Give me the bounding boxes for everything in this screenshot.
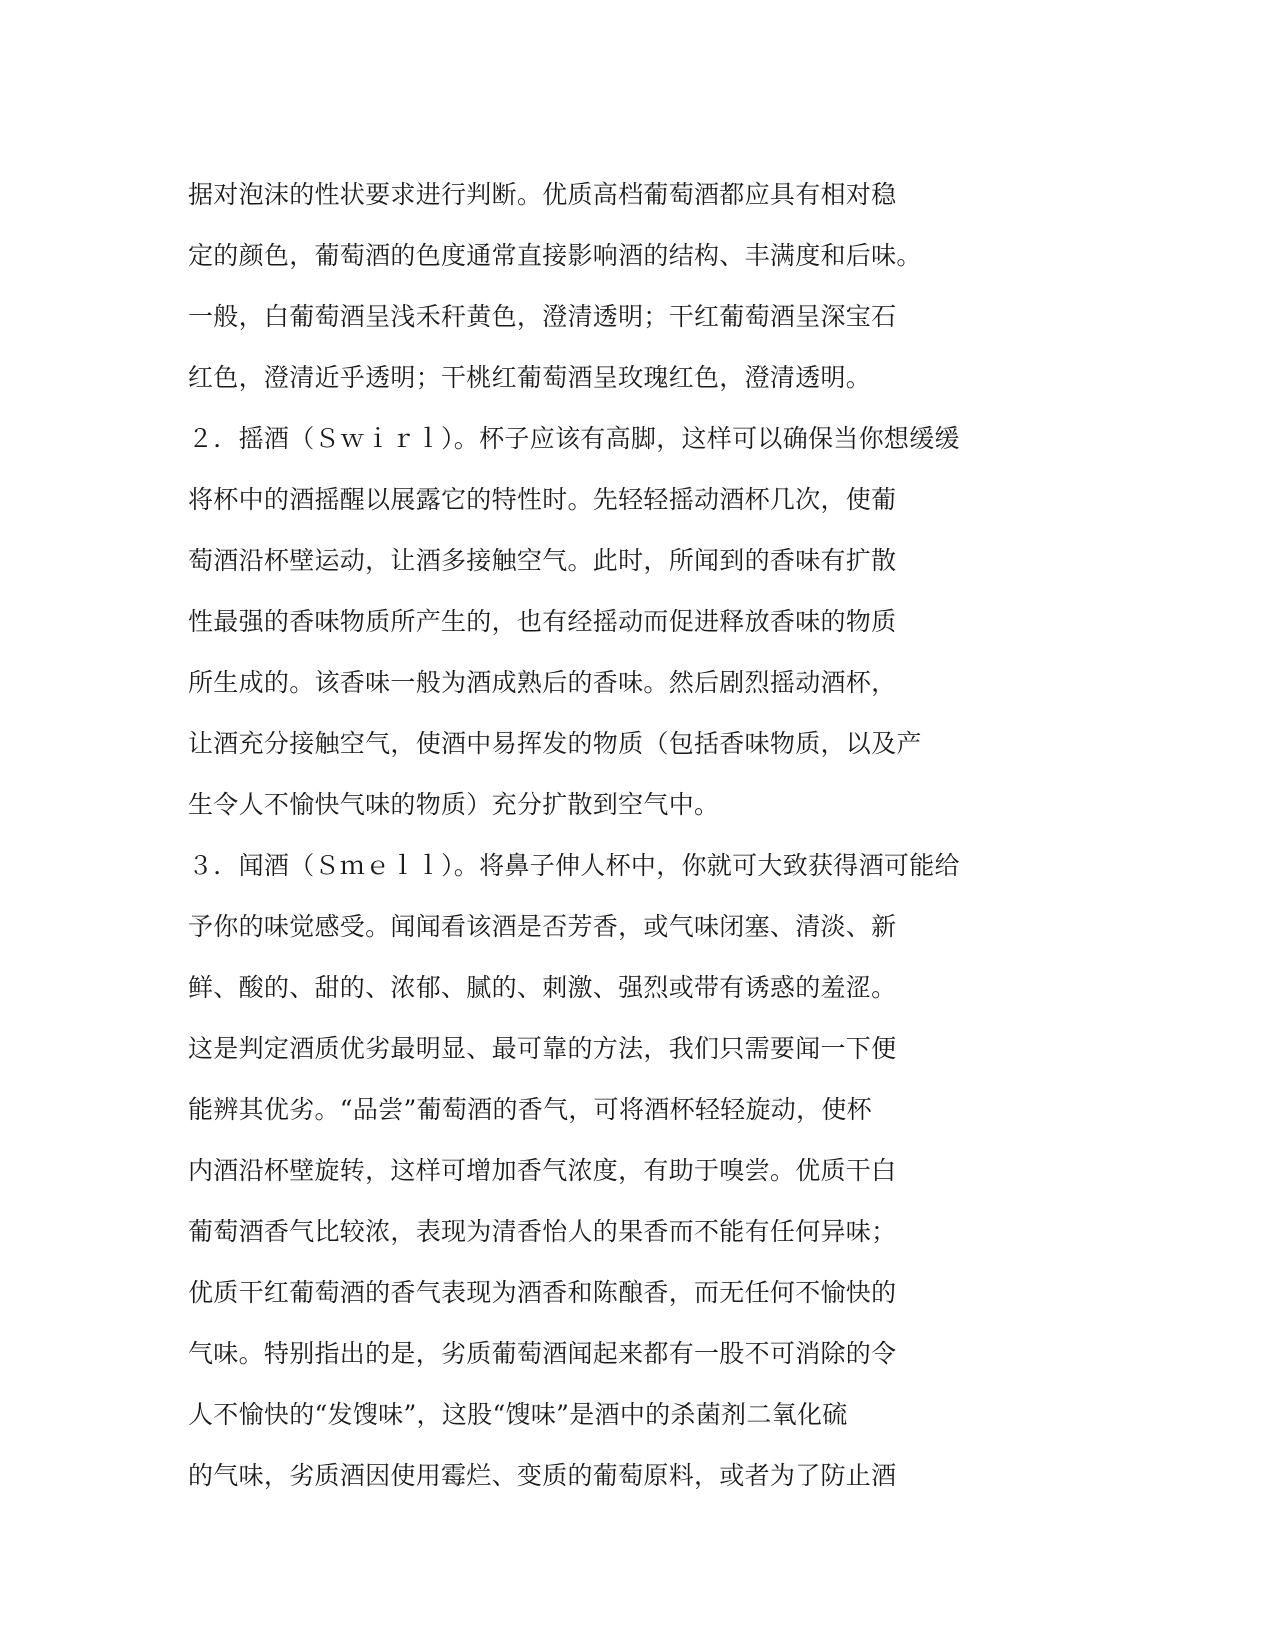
text-line: 据对泡沫的性状要求进行判断。优质高档葡萄酒都应具有相对稳 [188, 180, 897, 209]
text-line: 这是判定酒质优劣最明显、最可靠的方法，我们只需要闻一下便 [188, 1034, 897, 1063]
text-line: ３．闻酒（Ｓｍｅｌｌ）。将鼻子伸人杯中，你就可大致获得酒可能给 [188, 851, 960, 880]
text-line: 一般，白葡萄酒呈浅禾秆黄色，澄清透明；干红葡萄酒呈深宝石 [188, 302, 897, 331]
text-line: 定的颜色，葡萄酒的色度通常直接影响酒的结构、丰满度和后味。 [188, 241, 922, 270]
text-line: 气味。特别指出的是，劣质葡萄酒闻起来都有一股不可消除的令 [188, 1339, 897, 1368]
text-line: 所生成的。该香味一般为酒成熟后的香味。然后剧烈摇动酒杯， [188, 668, 897, 697]
text-line: 让酒充分接触空气，使酒中易挥发的物质（包括香味物质，以及产 [188, 729, 922, 758]
text-line: 能辨其优劣。“品尝”葡萄酒的香气，可将酒杯轻轻旋动，使杯 [188, 1095, 872, 1124]
text-line: 优质干红葡萄酒的香气表现为酒香和陈酿香，而无任何不愉快的 [188, 1278, 897, 1307]
text-line: 将杯中的酒摇醒以展露它的特性时。先轻轻摇动酒杯几次，使葡 [188, 485, 897, 514]
text-line: 予你的味觉感受。闻闻看该酒是否芳香，或气味闭塞、清淡、新 [188, 912, 897, 941]
text-line: 红色，澄清近乎透明；干桃红葡萄酒呈玫瑰红色，澄清透明。 [188, 363, 872, 392]
text-line: 内酒沿杯壁旋转，这样可增加香气浓度，有助于嗅尝。优质干白 [188, 1156, 897, 1185]
text-line: 萄酒沿杯壁运动，让酒多接触空气。此时，所闻到的香味有扩散 [188, 546, 897, 575]
text-line: 葡萄酒香气比较浓，表现为清香怡人的果香而不能有任何异味； [188, 1217, 897, 1246]
body-text [188, 171, 1088, 1513]
text-line: 生令人不愉快气味的物质）充分扩散到空气中。 [188, 790, 720, 819]
text-line: 的气味，劣质酒因使用霉烂、变质的葡萄原料，或者为了防止酒 [188, 1461, 897, 1490]
text-line: 鲜、酸的、甜的、浓郁、腻的、刺激、强烈或带有诱惑的羞涩。 [188, 973, 897, 1002]
text-line: 人不愉快的“发馊味”，这股“馊味”是酒中的杀菌剂二氧化硫 [188, 1400, 848, 1429]
text-line: ２．摇酒（Ｓｗｉｒｌ）。杯子应该有高脚，这样可以确保当你想缓缓 [188, 424, 960, 453]
text-line: 性最强的香味物质所产生的，也有经摇动而促进释放香味的物质 [188, 607, 897, 636]
